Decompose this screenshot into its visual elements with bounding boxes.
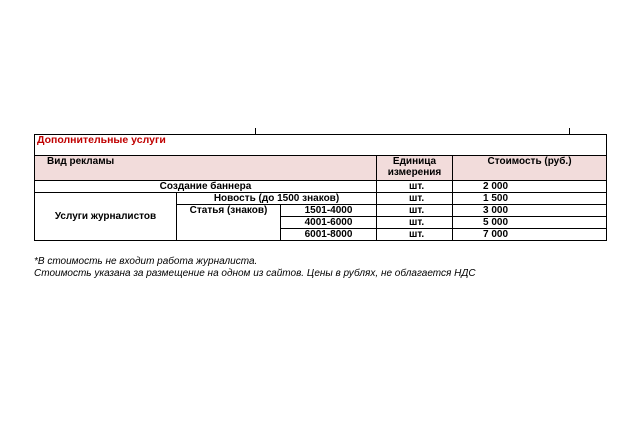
article-unit: шт. [377,205,453,217]
table-header-row [35,156,607,181]
header-cost: Стоимость (руб.) [453,156,607,181]
article-unit: шт. [377,229,453,241]
news-unit: шт. [377,193,453,205]
header-unit: Единица измерения [377,156,453,181]
article-range: 6001-8000 [281,229,377,241]
news-cost: 1 500 [453,193,607,205]
price-table [34,134,607,241]
article-range: 4001-6000 [281,217,377,229]
footnote-journalist: *В стоимость не входит работа журналиста. [34,256,258,267]
article-range: 1501-4000 [281,205,377,217]
table-title-row [35,135,607,156]
footnote-pricing: Стоимость указана за размещение на одном из сайтов. Цены в рублях, не облагается НДС [34,268,476,279]
article-cost: 3 000 [453,205,607,217]
footnotes [34,256,476,280]
article-unit: шт. [377,217,453,229]
table-row [35,193,607,205]
table-row [35,181,607,193]
news-label: Новость (до 1500 знаков) [177,193,377,205]
banner-unit: шт. [377,181,453,193]
header-type: Вид рекламы [35,156,377,181]
article-cost: 7 000 [453,229,607,241]
journalists-label: Услуги журналистов [35,193,177,241]
table-title: Дополнительные услуги [35,135,607,156]
banner-cost: 2 000 [453,181,607,193]
banner-label: Создание баннера [35,181,377,193]
article-label: Статья (знаков) [177,205,281,241]
article-cost: 5 000 [453,217,607,229]
